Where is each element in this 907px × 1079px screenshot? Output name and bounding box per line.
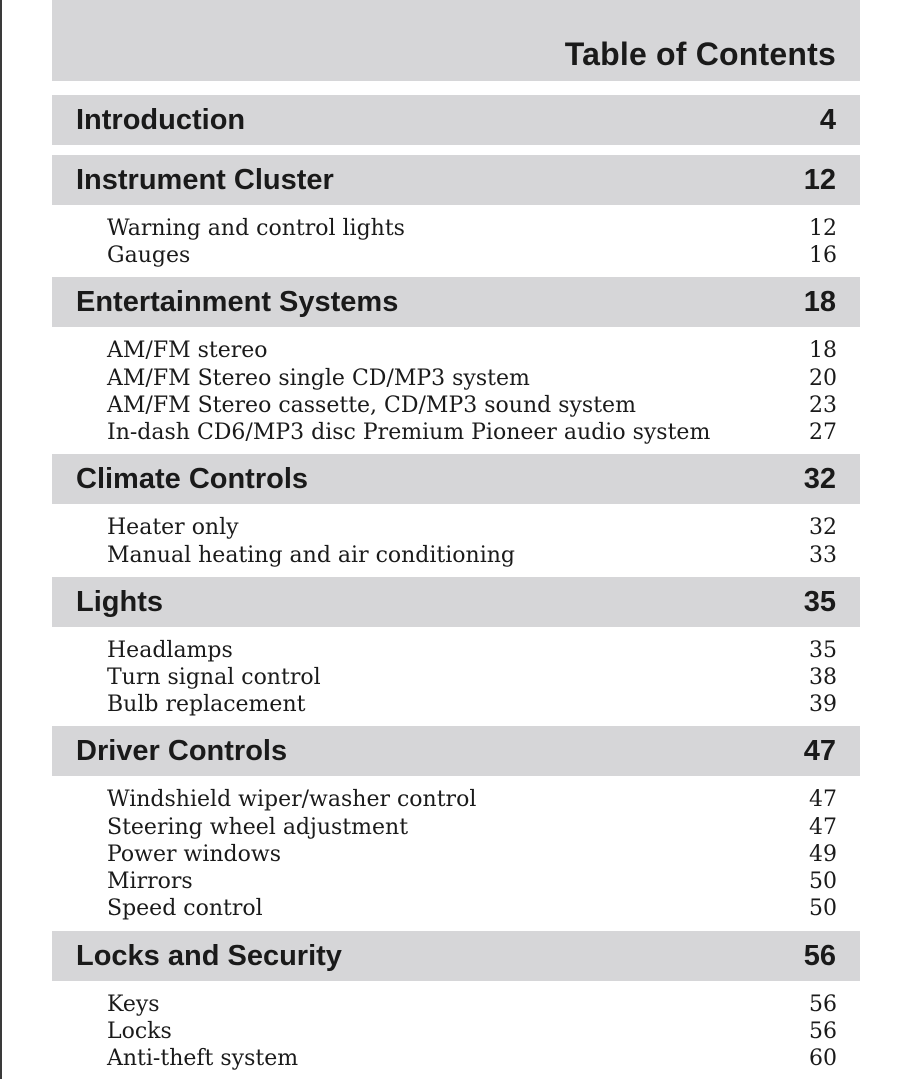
entry-page-number: 39 (809, 692, 837, 717)
entry-label: Windshield wiper/washer control (107, 787, 477, 812)
section-title: Instrument Cluster (76, 164, 334, 196)
entry-page-number: 16 (809, 243, 837, 268)
entry-label: AM/FM Stereo cassette, CD/MP3 sound system (107, 393, 636, 418)
toc-entry[interactable] (107, 896, 837, 923)
entry-label: Speed control (107, 896, 263, 921)
toc-entry[interactable] (107, 815, 837, 842)
entry-label: Headlamps (107, 638, 233, 663)
entry-label: Bulb replacement (107, 692, 306, 717)
section-title: Lights (76, 586, 163, 618)
toc-entry[interactable] (107, 366, 837, 393)
entry-page-number: 50 (809, 869, 837, 894)
toc-entry[interactable] (107, 243, 837, 270)
toc-entry[interactable] (107, 1046, 837, 1073)
entry-label: Turn signal control (107, 665, 321, 690)
entry-page-number: 12 (809, 216, 837, 241)
toc-entry[interactable] (107, 543, 837, 570)
page-title: Table of Contents (564, 36, 836, 72)
section-page-number: 56 (803, 940, 836, 972)
entry-page-number: 20 (809, 366, 837, 391)
toc-entry[interactable] (107, 692, 837, 719)
toc-entry[interactable] (107, 1019, 837, 1046)
entry-page-number: 60 (809, 1046, 837, 1071)
toc-entry[interactable] (107, 515, 837, 542)
entry-page-number: 47 (809, 815, 837, 840)
entry-label: Keys (107, 992, 160, 1017)
section-page-number: 12 (803, 164, 836, 196)
section-page-number: 35 (803, 586, 836, 618)
entry-label: Steering wheel adjustment (107, 815, 409, 840)
entry-page-number: 47 (809, 787, 837, 812)
entry-page-number: 18 (809, 338, 837, 363)
left-border-rule (0, 0, 2, 1079)
entry-page-number: 33 (809, 543, 837, 568)
section-page-number: 47 (803, 735, 836, 767)
toc-entry[interactable] (107, 842, 837, 869)
section-page-number: 4 (819, 104, 836, 136)
entry-label: Gauges (107, 243, 191, 268)
entry-label: In-dash CD6/MP3 disc Premium Pioneer audio system (107, 420, 711, 445)
entry-label: Heater only (107, 515, 239, 540)
entry-page-number: 56 (809, 992, 837, 1017)
entry-label: AM/FM stereo (107, 338, 268, 363)
toc-entry[interactable] (107, 638, 837, 665)
entry-label: Mirrors (107, 869, 193, 894)
toc-section-climate-controls[interactable] (52, 454, 860, 504)
entry-page-number: 50 (809, 896, 837, 921)
entry-label: Locks (107, 1019, 172, 1044)
section-title: Locks and Security (76, 940, 342, 972)
entry-page-number: 27 (809, 420, 837, 445)
toc-section-locks-and-security[interactable] (52, 931, 860, 981)
entry-label: Manual heating and air conditioning (107, 543, 516, 568)
section-title: Introduction (76, 104, 246, 136)
entry-page-number: 49 (809, 842, 837, 867)
section-title: Driver Controls (76, 735, 288, 767)
entry-page-number: 38 (809, 665, 837, 690)
toc-section-introduction[interactable] (52, 95, 860, 145)
section-page-number: 32 (803, 463, 836, 495)
entry-page-number: 32 (809, 515, 837, 540)
entry-page-number: 23 (809, 393, 837, 418)
toc-entry[interactable] (107, 420, 837, 447)
entry-label: AM/FM Stereo single CD/MP3 system (107, 366, 530, 391)
toc-entry[interactable] (107, 338, 837, 365)
toc-entry[interactable] (107, 869, 837, 896)
toc-entry[interactable] (107, 216, 837, 243)
entry-page-number: 56 (809, 1019, 837, 1044)
entry-label: Warning and control lights (107, 216, 405, 241)
entry-page-number: 35 (809, 638, 837, 663)
entry-label: Power windows (107, 842, 282, 867)
section-page-number: 18 (803, 286, 836, 318)
toc-entry[interactable] (107, 787, 837, 814)
section-title: Climate Controls (76, 463, 309, 495)
title-bar (52, 0, 860, 81)
section-title: Entertainment Systems (76, 286, 399, 318)
toc-section-instrument-cluster[interactable] (52, 155, 860, 205)
entry-label: Anti-theft system (107, 1046, 299, 1071)
toc-section-entertainment-systems[interactable] (52, 277, 860, 327)
toc-entry[interactable] (107, 665, 837, 692)
toc-entry[interactable] (107, 992, 837, 1019)
toc-section-lights[interactable] (52, 577, 860, 627)
toc-section-driver-controls[interactable] (52, 726, 860, 776)
toc-entry[interactable] (107, 393, 837, 420)
